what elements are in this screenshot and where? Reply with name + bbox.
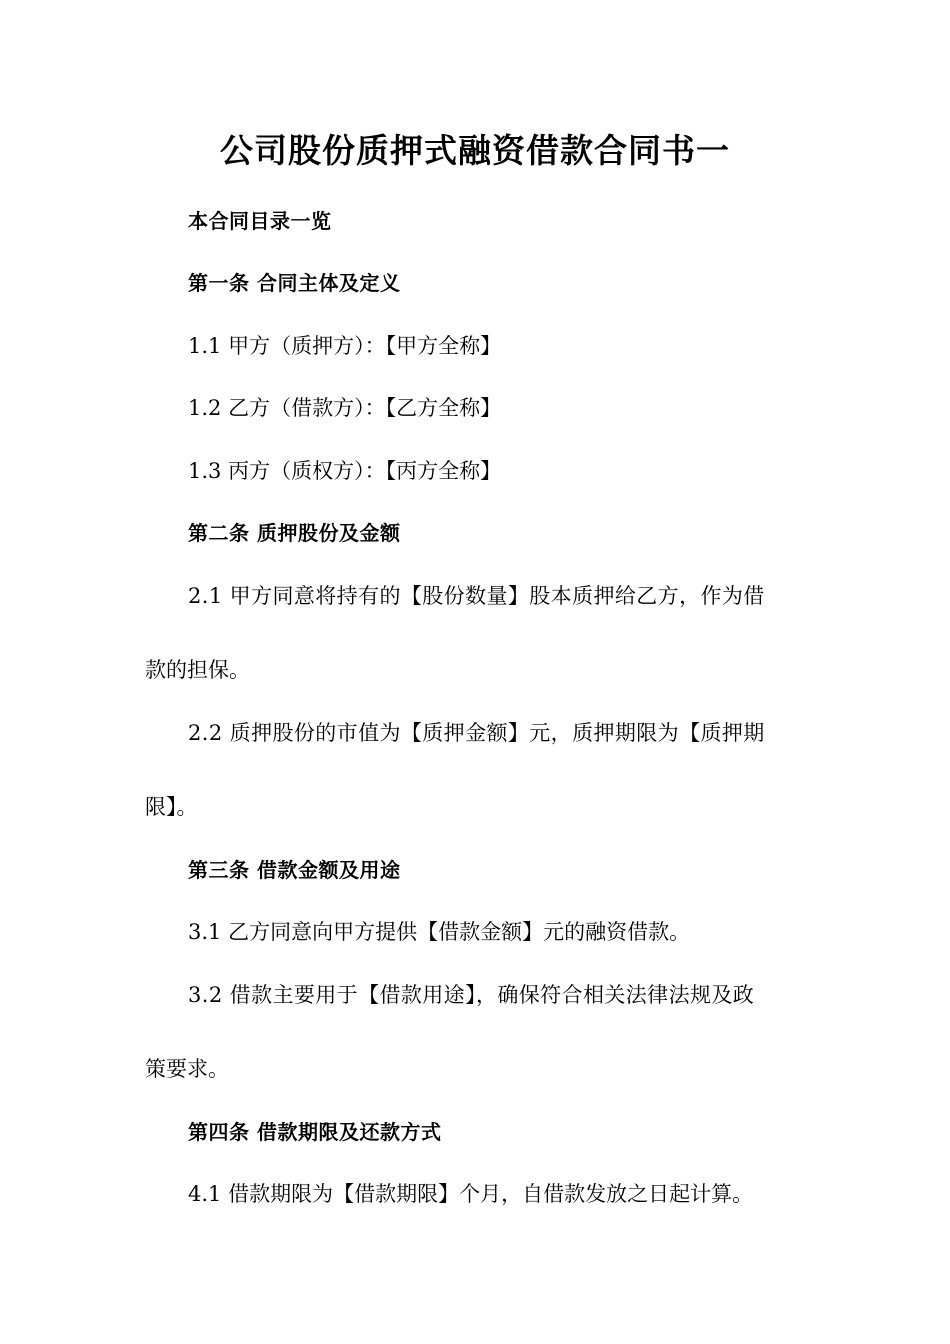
clause-2-2-continuation: 限】。: [145, 795, 198, 819]
clause-4-1: 4.1 借款期限为【借款期限】个月，自借款发放之日起计算。: [188, 1182, 754, 1206]
article-3-heading: 第三条 借款金额及用途: [188, 858, 401, 882]
article-1-heading: 第一条 合同主体及定义: [188, 271, 401, 295]
toc-label: 本合同目录一览: [188, 209, 332, 233]
clause-1-1: 1.1 甲方（质押方）：【甲方全称】: [188, 334, 502, 358]
clause-3-2: 3.2 借款主要用于【借款用途】，确保符合相关法律法规及政: [188, 983, 755, 1007]
document-title: 公司股份质押式融资借款合同书一: [220, 131, 730, 170]
clause-2-2: 2.2 质押股份的市值为【质押金额】元，质押期限为【质押期: [188, 721, 765, 745]
article-2-heading: 第二条 质押股份及金额: [188, 521, 401, 545]
clause-1-2: 1.2 乙方（借款方）：【乙方全称】: [188, 396, 502, 420]
clause-2-1: 2.1 甲方同意将持有的【股份数量】股本质押给乙方，作为借: [188, 584, 765, 608]
clause-1-3: 1.3 丙方（质权方）：【丙方全称】: [188, 459, 502, 483]
article-4-heading: 第四条 借款期限及还款方式: [188, 1120, 442, 1144]
clause-3-2-continuation: 策要求。: [145, 1057, 229, 1081]
clause-3-1: 3.1 乙方同意向甲方提供【借款金额】元的融资借款。: [188, 920, 691, 944]
clause-2-1-continuation: 款的担保。: [145, 658, 250, 682]
